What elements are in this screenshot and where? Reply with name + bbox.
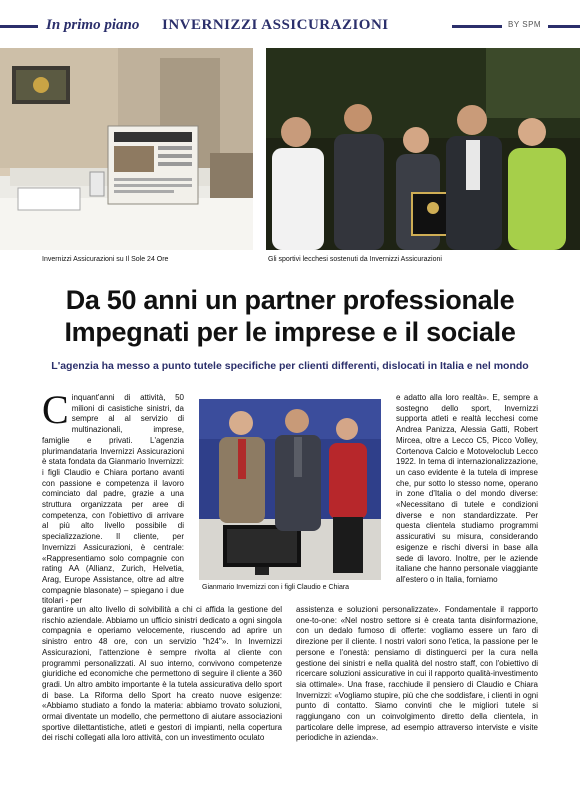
article-column-3 xyxy=(396,393,538,605)
article-column-3-text: e adatto alla loro realtà». E, sempre a sostegno dello sport, Invernizzi supporta atleti e realtà lecchesi come Andrea Panizza, Alessia Gatti, Robert Mircea, oltre a Lecco C5, Picco Volley, Cortenova Calcio e Motoveloclub Lecco 1922. In tema di internazionalizzazione, un caso evidente è la tutela di imprese che, pur sotto lo stesso nome, operano in zone d'Italia o del mondo diverse: «Necessitano di tutele e condizioni diverse e non standardizzate. Per questa clientela studiamo programmi assicurativi su misura, considerando esigenze e rischi diversi in base alla sede di lavoro. Inoltre, per le aziende italiane che hanno personale viaggiante all'estero o in Italia, forniamo xyxy=(396,393,538,584)
section-kicker: In primo piano xyxy=(46,17,140,33)
caption-right-photo: Gli sportivi lecchesi sostenuti da Invernizzi Assicurazioni xyxy=(268,256,442,263)
article-bottom-right xyxy=(296,605,538,777)
article-bottom-left xyxy=(42,605,282,777)
header-rule-middle xyxy=(452,25,502,28)
article-subtitle: L'agenzia ha messo a punto tutele specifiche per clienti differenti, dislocati in Italia e nel mondo xyxy=(51,360,529,372)
caption-center-photo: Gianmario Invernizzi con i figli Claudio e Chiara xyxy=(202,584,350,591)
drop-cap: C xyxy=(42,393,69,432)
article-bottom-right-text: assistenza e soluzioni personalizzate». Fondamentale il rapporto one-to-one: «Nel nostro settore si è creata tanta disinformazione, con un dedalo fumoso di offerte: vogliamo essere un faro di direzione per il cliente. I nostri valori sono l'etica, la passione per le persone e l'onestà: pensiamo di distinguerci per la cura nella gestione dei sinistri e nella qualità del nostro staff, con l'obiettivo di ricercare soluzioni assicurative in cui il rapporto qualità-investimento sia ottimale». Una frase, racchiude il pensiero di Claudio e Chiara Invernizzi: «Vogliamo stupire, più che che soddisfare, i clienti in ogni punto di contatto. Siamo convinti che le migliori tutele si raggiungano con un coinvolgimento diretto della clientela, in particolare delle imprese, ad esempio attraverso interviste e visite periodiche in azienda». xyxy=(296,605,538,743)
header-rule-left xyxy=(0,25,38,28)
photo-family xyxy=(199,399,381,580)
header-rule-right xyxy=(548,25,580,28)
photo-athletes xyxy=(266,48,580,250)
headline-line-1: Da 50 anni un partner professionale xyxy=(65,285,515,315)
photo-sole24ore-image xyxy=(0,48,253,250)
caption-left-photo: Invernizzi Assicurazioni su Il Sole 24 Ore xyxy=(42,256,169,263)
section-header xyxy=(0,14,580,38)
photo-sole24ore xyxy=(0,48,253,250)
photo-family-image xyxy=(199,399,381,580)
article-column-1-text: inquant'anni di attività, 50 milioni di casistiche sinistri, da sempre al al servizio di multinazionali, imprese, famiglie e privati. L'agenzia plurimandataria Invernizzi Assicurazioni è stata fondata da Gianmario Invernizzi: i figli Claudio e Chiara portano avanti con passione e competenza il lavoro cominciato dal padre, grazie a una struttura organizzata per aree di competenza, con l'obiettivo di arrivare al più alto livello possibile di specializzazione. Il cliente, per Invernizzi Assicurazioni, è centrale: «Rappresentiamo solo compagnie con rating AA (Allianz, Zurich, Helvetia, Arag, Europe Assistance, oltre ad altre compagnie blasonate) – spiegano i due titolari - per xyxy=(42,393,184,605)
photo-athletes-image xyxy=(266,48,580,250)
article-bottom-left-text: garantire un alto livello di solvibilità a chi ci affida la gestione del rischio aziendale. Abbiamo un ufficio sinistri dedicato a ogni singola compagnia e operiamo velocemente, riuscendo ad aprire un sinistro entro 48 ore, con un servizio "h24"». In Invernizzi Assicurazioni, l'attenzione è sempre rivolta al cliente con programmi personalizzati. Al suo interno, convivono competenze giuridiche ed economiche che permettono di seguire il cliente a 360 gradi. Un altro ambito importante è la tutela assicurativa dello sport di base. La Riforma dello Sport ha creato nuove esigenze: «Abbiamo studiato a fondo la materia: abbiamo trovato soluzioni, ormai diventate un modello, che permettono di aiutare associazioni sportive dilettantistiche, atleti e gestori di impianti, nella copertura dei rischi collegati alla loro attività, con un investimento oculato xyxy=(42,605,282,743)
article-column-1 xyxy=(42,393,184,605)
headline-line-2: Impegnati per le imprese e il sociale xyxy=(64,317,516,347)
section-company-title: INVERNIZZI ASSICURAZIONI xyxy=(162,17,389,33)
byline: BY SPM xyxy=(508,20,542,29)
